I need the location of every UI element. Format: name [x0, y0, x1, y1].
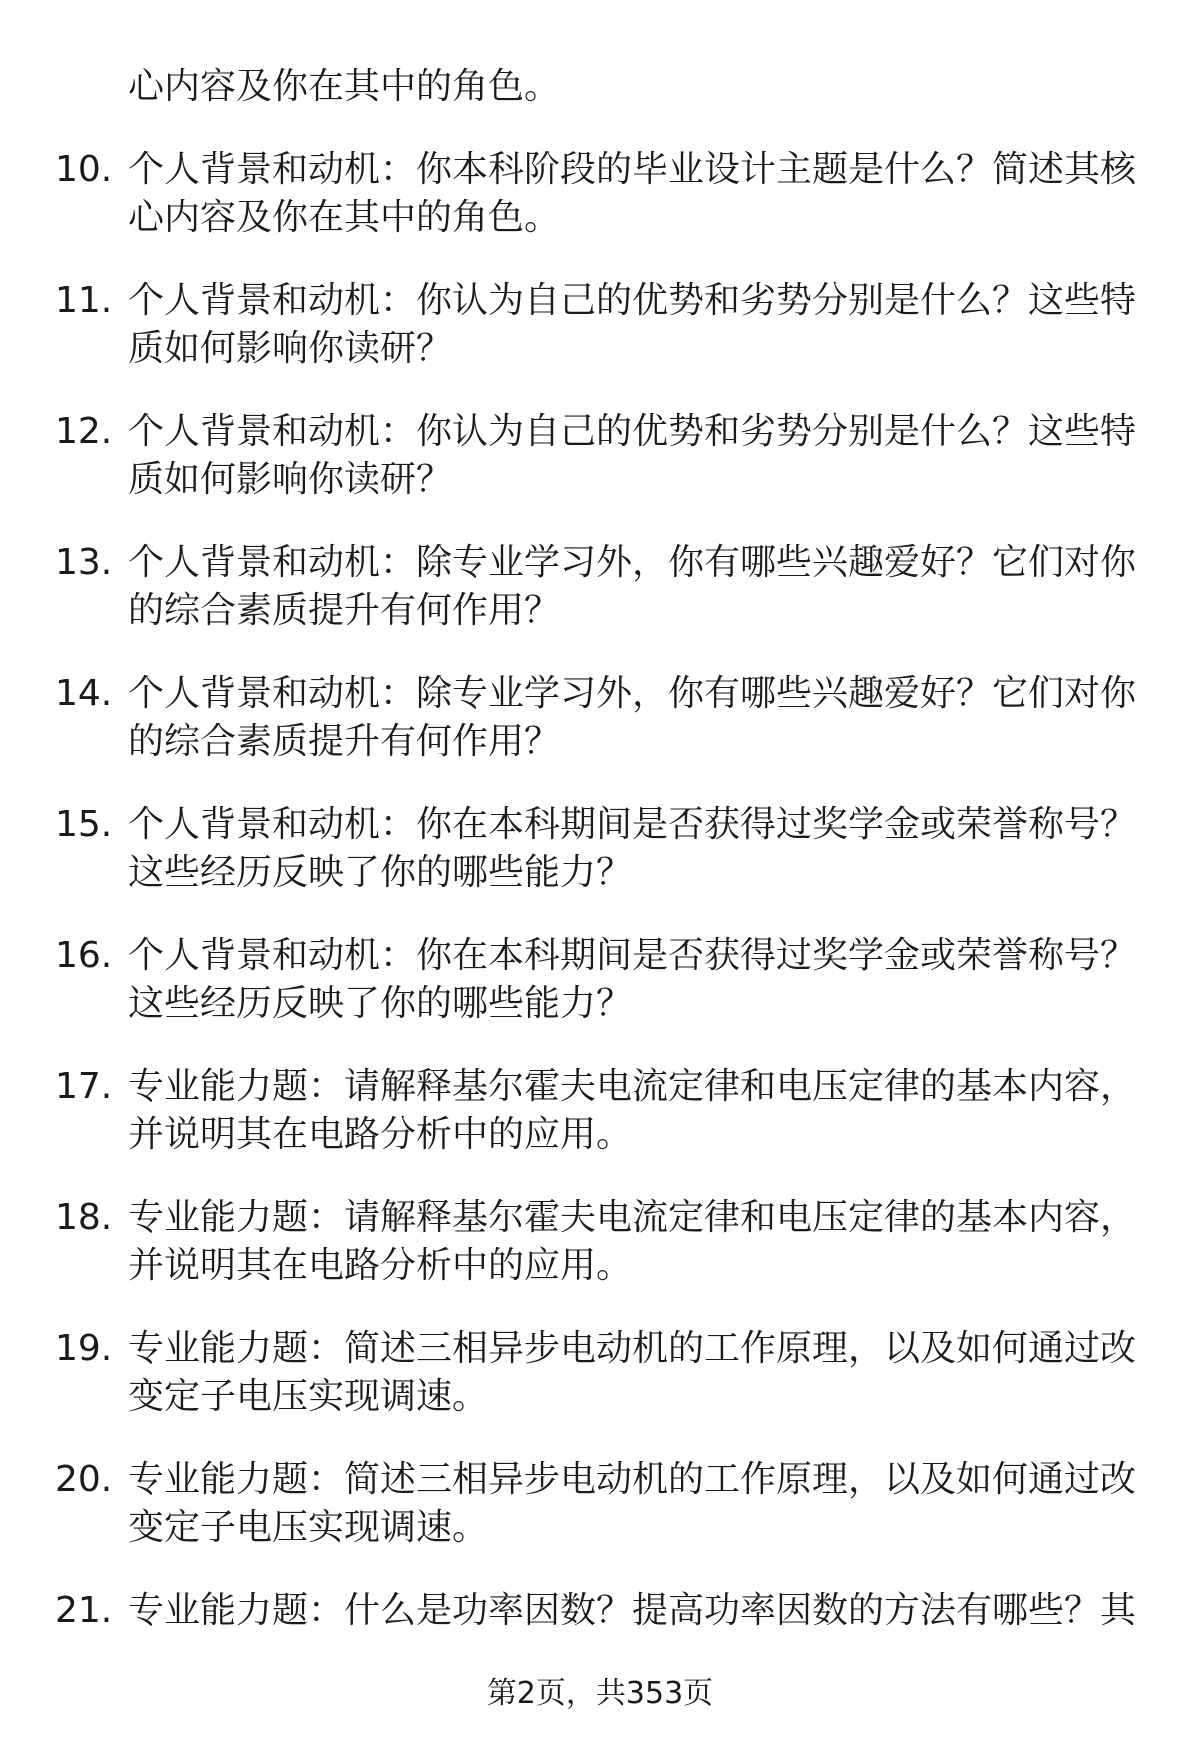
question-number: 19. [55, 1328, 113, 1369]
question-text-line: 的综合素质提升有何作用？ [128, 590, 561, 631]
question-text-line: 个人背景和动机：你本科阶段的毕业设计主题是什么？简述其核 [128, 149, 1137, 190]
question-item [0, 408, 1200, 504]
question-number: 20. [55, 1459, 113, 1500]
question-item [0, 801, 1200, 897]
question-text-line: 专业能力题：简述三相异步电动机的工作原理，以及如何通过改 [128, 1459, 1137, 1500]
question-text-line: 个人背景和动机：你在本科期间是否获得过奖学金或荣誉称号？ [128, 935, 1137, 976]
question-number: 10. [55, 149, 113, 190]
question-item [0, 1587, 1200, 1635]
question-number: 14. [55, 673, 113, 714]
question-text-line: 并说明其在电路分析中的应用。 [128, 1114, 633, 1155]
question-text-line: 质如何影响你读研？ [128, 459, 453, 500]
question-item [0, 539, 1200, 635]
question-text-line: 专业能力题：什么是功率因数？提高功率因数的方法有哪些？其 [128, 1590, 1137, 1631]
question-text-line: 专业能力题：请解释基尔霍夫电流定律和电压定律的基本内容， [128, 1066, 1137, 1107]
question-text-line: 心内容及你在其中的角色。 [128, 197, 561, 238]
question-text-line: 个人背景和动机：你认为自己的优势和劣势分别是什么？这些特 [128, 280, 1137, 321]
question-item [0, 1063, 1200, 1159]
question-text-line: 个人背景和动机：除专业学习外，你有哪些兴趣爱好？它们对你 [128, 542, 1137, 583]
question-item [0, 1325, 1200, 1421]
question-text-line: 个人背景和动机：你认为自己的优势和劣势分别是什么？这些特 [128, 411, 1137, 452]
question-text-line: 个人背景和动机：除专业学习外，你有哪些兴趣爱好？它们对你 [128, 673, 1137, 714]
question-text-line: 这些经历反映了你的哪些能力？ [128, 852, 633, 893]
question-text-line: 质如何影响你读研？ [128, 328, 453, 369]
question-text-line: 变定子电压实现调速。 [128, 1376, 489, 1417]
continuation-text-line: 心内容及你在其中的角色。 [128, 66, 561, 107]
question-text-line: 专业能力题：简述三相异步电动机的工作原理，以及如何通过改 [128, 1328, 1137, 1369]
question-item [0, 1194, 1200, 1290]
page-number-footer: 第2页，共353页 [486, 1676, 714, 1711]
question-number: 12. [55, 411, 113, 452]
question-item [0, 277, 1200, 373]
question-number: 15. [55, 804, 113, 845]
question-number: 13. [55, 542, 113, 583]
question-text-line: 专业能力题：请解释基尔霍夫电流定律和电压定律的基本内容， [128, 1197, 1137, 1238]
question-number: 18. [55, 1197, 113, 1238]
question-item [0, 932, 1200, 1028]
question-text-line: 并说明其在电路分析中的应用。 [128, 1245, 633, 1286]
question-number: 16. [55, 935, 113, 976]
question-text-line: 变定子电压实现调速。 [128, 1507, 489, 1548]
question-item [0, 1456, 1200, 1552]
question-number: 17. [55, 1066, 113, 1107]
question-item [0, 670, 1200, 766]
question-text-line: 个人背景和动机：你在本科期间是否获得过奖学金或荣誉称号？ [128, 804, 1137, 845]
question-text-line: 的综合素质提升有何作用？ [128, 721, 561, 762]
question-number: 11. [55, 280, 113, 321]
question-number: 21. [55, 1590, 113, 1631]
question-list [0, 63, 1200, 1635]
question-item [0, 146, 1200, 242]
question-text-line: 这些经历反映了你的哪些能力？ [128, 983, 633, 1024]
